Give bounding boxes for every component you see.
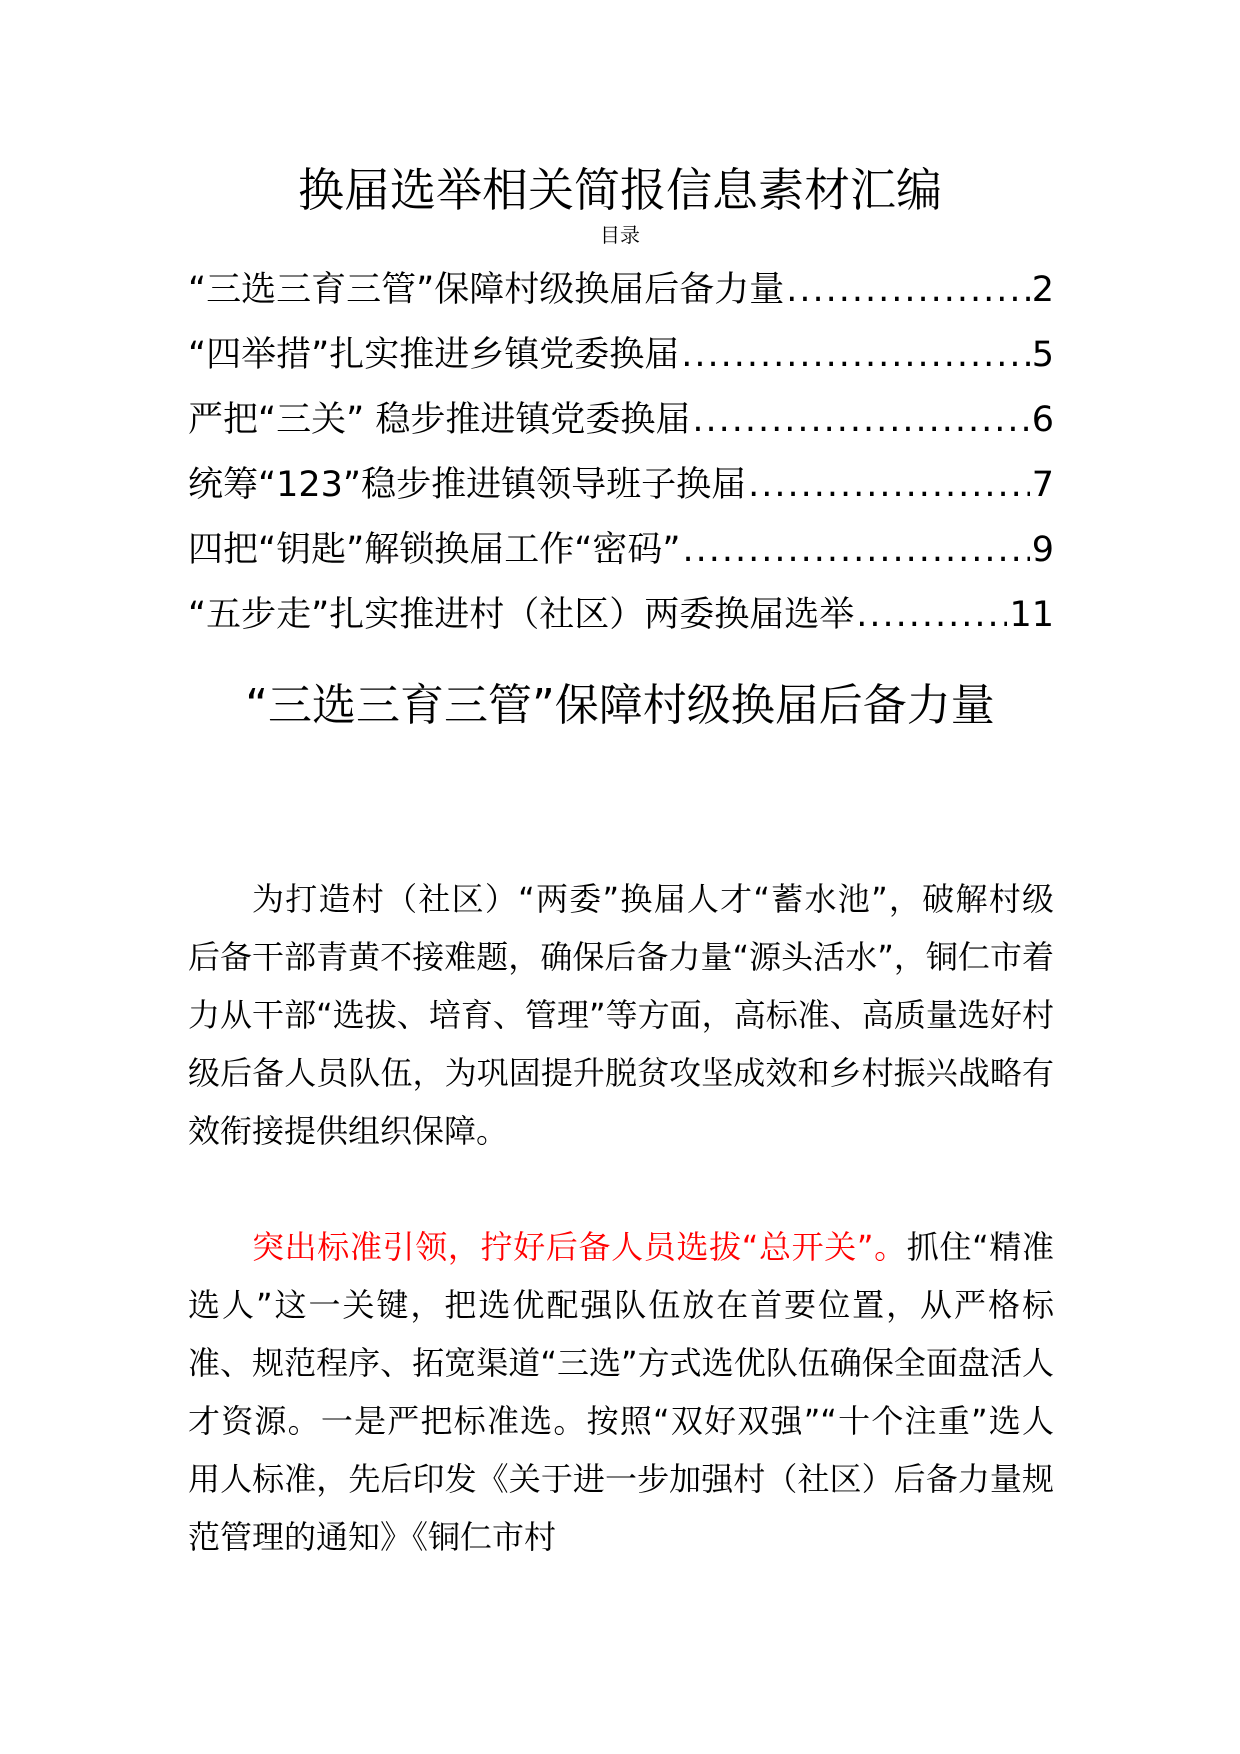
document-title: 换届选举相关简报信息素材汇编: [298, 163, 942, 217]
toc-leader-dots: [748, 453, 1030, 518]
toc-entry[interactable]: [188, 388, 1054, 453]
body-paragraph: 为打造村（社区）“两委”换届人才“蓄水池”，破解村级后备干部青黄不接难题，确保后备力量“源头活水”，铜仁市着力从干部“选拔、培育、管理”等方面，高标准、高质量选好村级后备人员队伍，为巩固提升脱贫攻坚成效和乡村振兴战略有效衔接提供组织保障。: [188, 880, 1054, 1150]
body-paragraph: [188, 1218, 1054, 1566]
toc-entry[interactable]: [188, 258, 1054, 323]
paragraph-body-text: 抓住“精准选人”这一关键，把选优配强队伍放在首要位置，从严格标准、规范程序、拓宽渠道“三选”方式选优队伍确保全面盘活人才资源。一是严把标准选。按照“双好双强”“十个注重”选人用人标准，先后印发《关于进一步加强村（社区）后备力量规范管理的通知》《铜仁市村: [188, 1228, 1054, 1556]
toc-entry-title: “五步走”扎实推进村（社区）两委换届选举: [188, 595, 855, 635]
table-of-contents: [188, 258, 1054, 648]
toc-entry-page: 7: [1031, 465, 1054, 505]
toc-entry-page: 9: [1031, 530, 1054, 570]
toc-entry[interactable]: [188, 583, 1054, 648]
toc-entry-page: 5: [1031, 335, 1054, 375]
toc-entry[interactable]: [188, 453, 1054, 518]
toc-entry-title: 严把“三关” 稳步推进镇党委换届: [188, 400, 691, 440]
toc-entry[interactable]: [188, 518, 1054, 583]
toc-entry-page: 2: [1031, 270, 1054, 310]
toc-entry-page: 6: [1031, 400, 1054, 440]
toc-entry-title: 统筹“123”稳步推进镇领导班子换届: [188, 465, 747, 505]
highlighted-heading: 突出标准引领，拧好后备人员选拔“总开关”。: [252, 1228, 907, 1266]
section-title: “三选三育三管”保障村级换届后备力量: [245, 680, 995, 731]
toc-leader-dots: [692, 388, 1029, 453]
toc-leader-dots: [786, 258, 1029, 323]
toc-leader-dots: [856, 583, 1007, 648]
toc-entry-title: “三选三育三管”保障村级换届后备力量: [188, 270, 785, 310]
toc-label: 目录: [600, 223, 640, 247]
toc-entry-title: “四举措”扎实推进乡镇党委换届: [188, 335, 680, 375]
toc-leader-dots: [681, 323, 1029, 388]
toc-entry-title: 四把“钥匙”解锁换届工作“密码”: [188, 530, 681, 570]
toc-entry-page: 11: [1009, 595, 1054, 635]
toc-leader-dots: [683, 518, 1030, 583]
toc-entry[interactable]: [188, 323, 1054, 388]
